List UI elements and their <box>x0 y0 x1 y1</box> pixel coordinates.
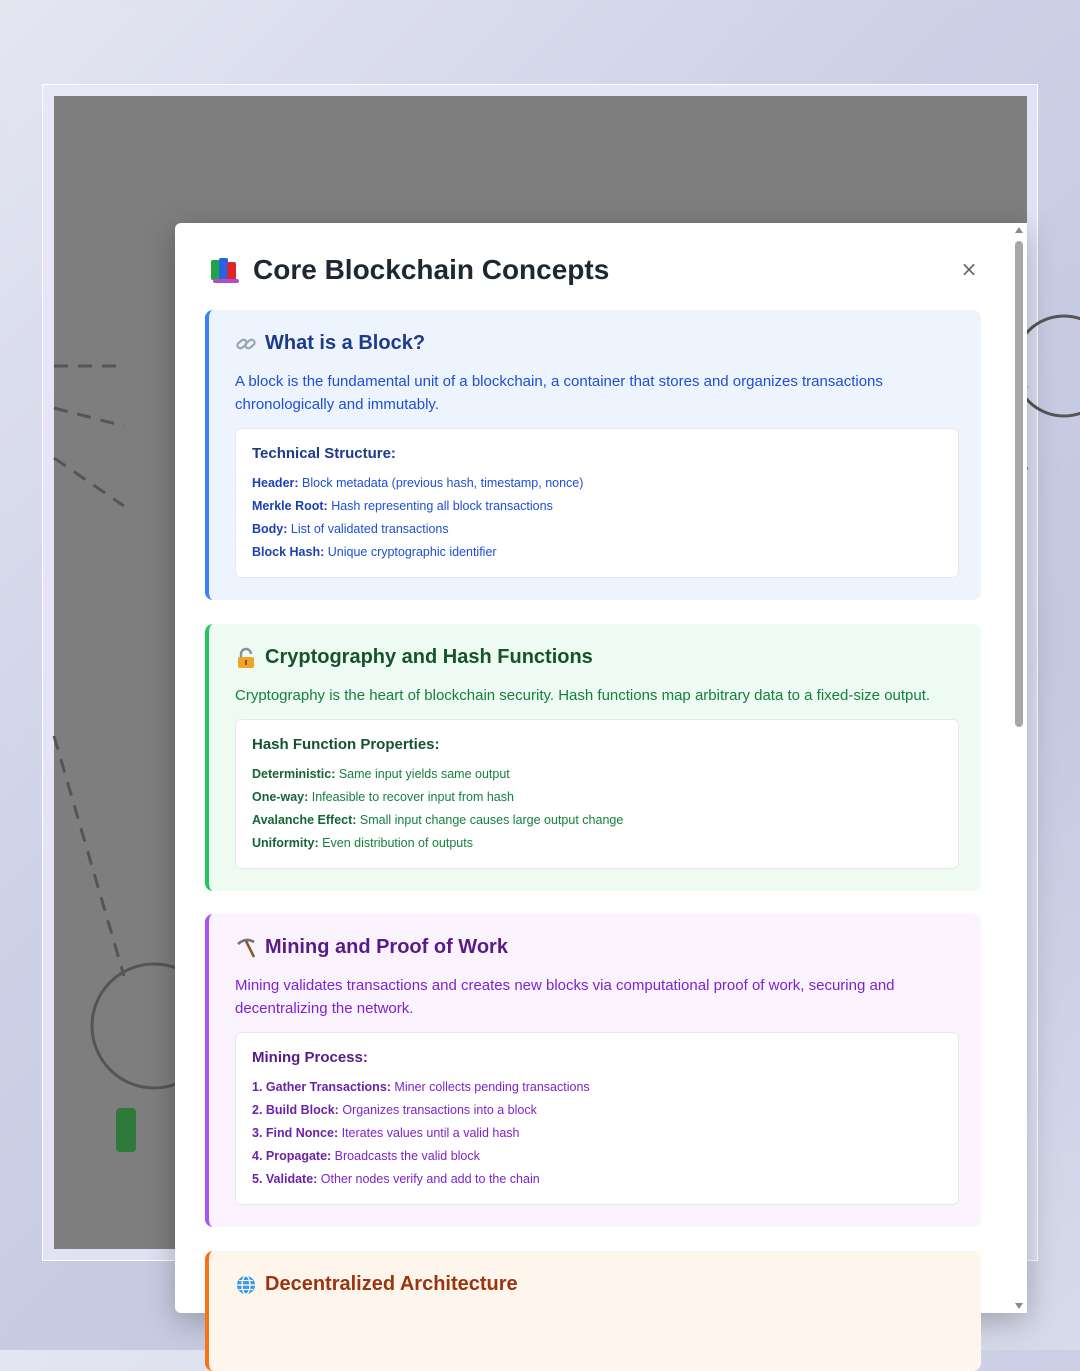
section-description: A block is the fundamental unit of a blockchain, a container that stores and organizes transactions chronologically and immutably. <box>235 373 883 413</box>
section-title: Mining and Proof of Work <box>265 936 508 958</box>
concepts-modal <box>175 223 1027 1313</box>
box-title: Technical Structure: <box>252 445 396 462</box>
list-item: 5. Validate: Other nodes verify and add to the chain <box>252 1172 540 1186</box>
section-description: Cryptography is the heart of blockchain security. Hash functions map arbitrary data to a fixed-size output. <box>235 687 931 704</box>
app-backdrop <box>54 96 1027 1295</box>
list-item: Body: List of validated transactions <box>252 522 449 536</box>
section-title: What is a Block? <box>265 332 426 354</box>
scrollbar-thumb[interactable] <box>1015 241 1023 727</box>
section-cryptography <box>205 624 981 891</box>
process-list <box>252 1076 942 1191</box>
modal-title: Core Blockchain Concepts <box>253 254 610 285</box>
modal-scrollbar[interactable] <box>1011 223 1027 1313</box>
list-item: Uniformity: Even distribution of outputs <box>252 836 473 850</box>
lock-icon <box>235 647 257 669</box>
list-item: 4. Propagate: Broadcasts the valid block <box>252 1149 480 1163</box>
modal-header <box>209 249 981 291</box>
list-item: Header: Block metadata (previous hash, timestamp, nonce) <box>252 476 584 490</box>
mining-process-box <box>235 1032 959 1205</box>
list-item: 3. Find Nonce: Iterates values until a valid hash <box>252 1126 520 1140</box>
list-item: One-way: Infeasible to recover input from hash <box>252 790 514 804</box>
box-title: Mining Process: <box>252 1049 368 1066</box>
scroll-down-arrow-icon[interactable] <box>1015 1303 1023 1309</box>
books-icon <box>209 256 241 284</box>
section-description: Mining validates transactions and creates new blocks via computational proof of work, securing and decentralizing the network. <box>235 977 895 1017</box>
section-header <box>235 646 593 669</box>
structure-list <box>252 472 942 564</box>
section-header <box>235 936 508 959</box>
section-block <box>205 310 981 600</box>
box-title: Hash Function Properties: <box>252 736 440 753</box>
hash-properties-box <box>235 719 959 869</box>
globe-icon <box>235 1274 257 1296</box>
pickaxe-icon <box>235 937 257 959</box>
list-item: Block Hash: Unique cryptographic identifier <box>252 545 497 559</box>
link-icon <box>235 333 257 355</box>
scroll-up-arrow-icon[interactable] <box>1015 227 1023 233</box>
properties-list <box>252 763 942 855</box>
list-item: 1. Gather Transactions: Miner collects pending transactions <box>252 1080 590 1094</box>
section-header <box>235 1273 518 1296</box>
section-mining <box>205 914 981 1227</box>
technical-structure-box <box>235 428 959 578</box>
modal-content <box>175 223 1011 1313</box>
list-item: Avalanche Effect: Small input change causes large output change <box>252 813 624 827</box>
section-title: Cryptography and Hash Functions <box>265 646 593 668</box>
list-item: Deterministic: Same input yields same output <box>252 767 510 781</box>
section-header <box>235 332 425 355</box>
list-item: 2. Build Block: Organizes transactions into a block <box>252 1103 537 1117</box>
list-item: Merkle Root: Hash representing all block transactions <box>252 499 553 513</box>
section-decentralized <box>205 1251 981 1371</box>
section-title: Decentralized Architecture <box>265 1273 518 1295</box>
close-button[interactable]: × <box>957 257 981 281</box>
